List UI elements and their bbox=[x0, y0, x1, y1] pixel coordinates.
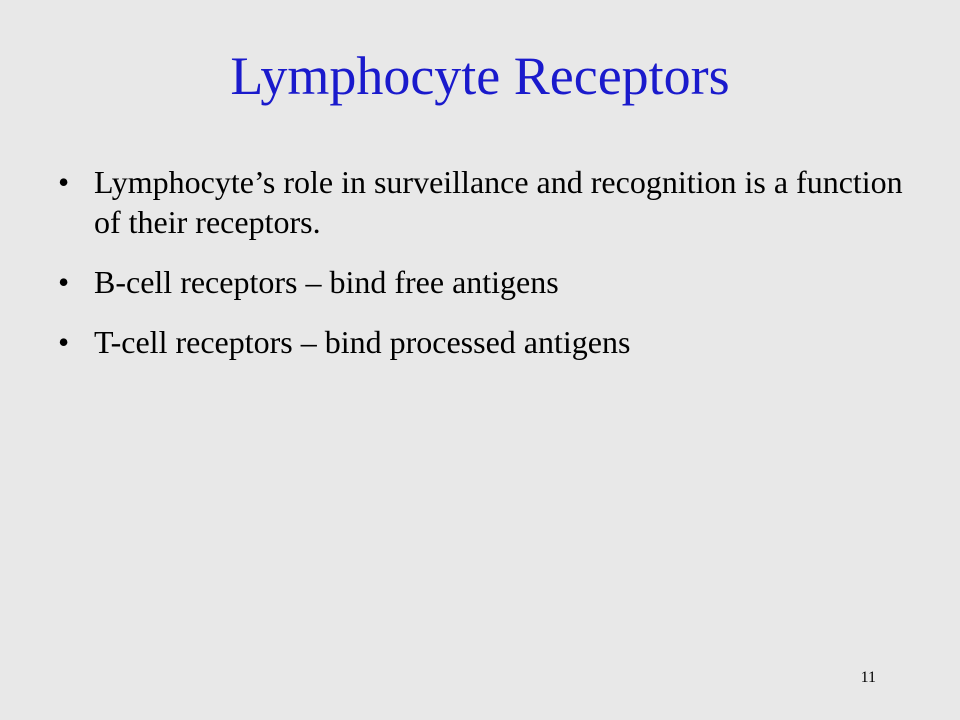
bullet-text: B-cell receptors – bind free antigens bbox=[94, 264, 559, 300]
bullet-text: T-cell receptors – bind processed antigens bbox=[94, 324, 631, 360]
bullet-list bbox=[58, 162, 918, 382]
bullet-text: Lymphocyte’s role in surveillance and recognition is a function of their receptors. bbox=[94, 164, 903, 240]
bullet-item-3 bbox=[58, 322, 918, 362]
slide-number: 11 bbox=[860, 669, 876, 686]
bullet-marker: • bbox=[58, 264, 70, 300]
slide-title: Lymphocyte Receptors bbox=[230, 46, 730, 106]
bullet-item-1 bbox=[58, 162, 918, 242]
bullet-marker: • bbox=[58, 164, 70, 200]
bullet-item-2 bbox=[58, 262, 918, 302]
bullet-marker: • bbox=[58, 324, 70, 360]
